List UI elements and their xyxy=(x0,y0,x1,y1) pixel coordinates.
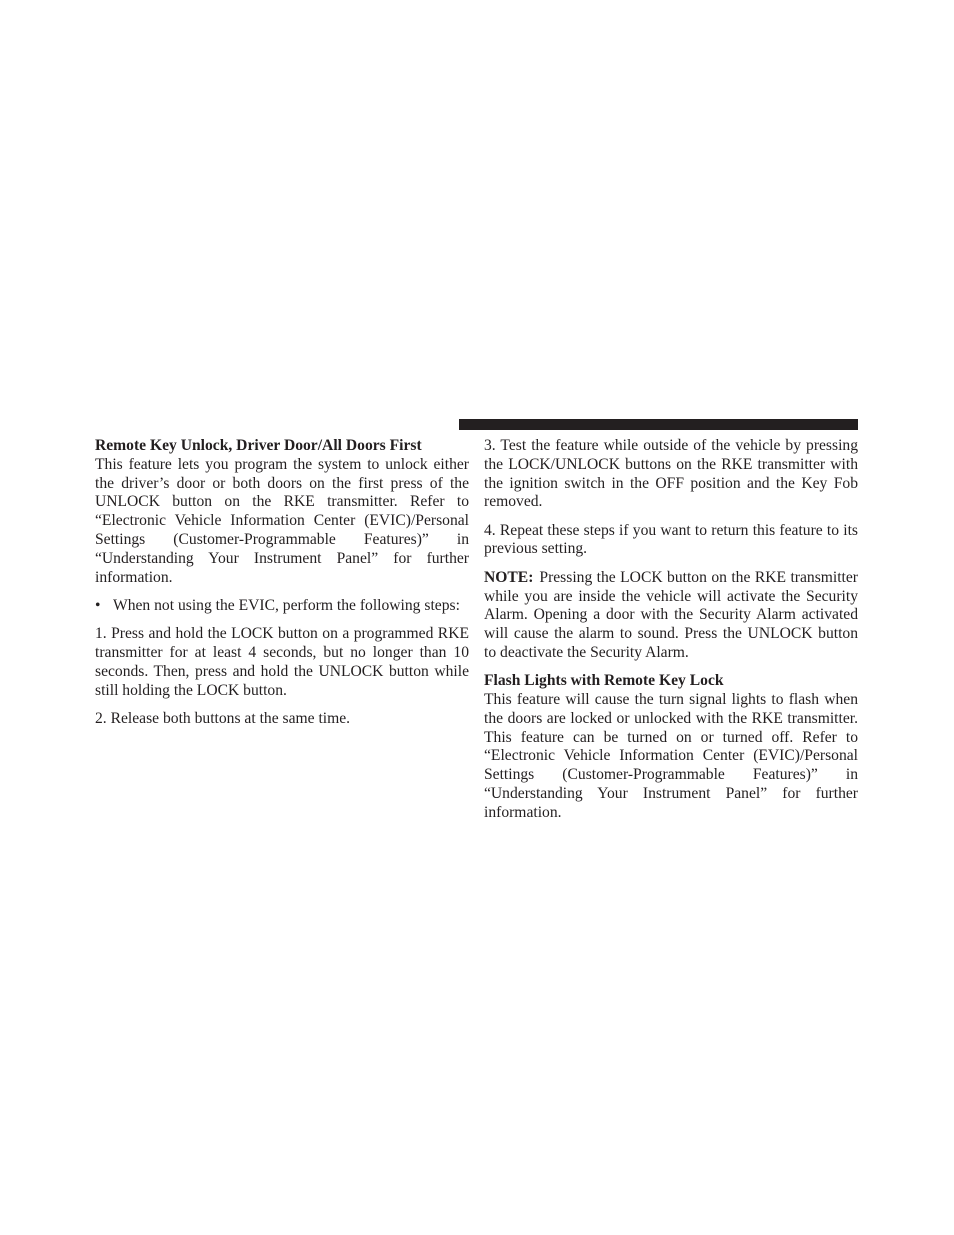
step-1: 1. Press and hold the LOCK button on a programmed RKE transmitter for at least 4 seconds, but no longer than 10 seconds. Then, press and hold the UNLOCK button while still holding the LOCK button. xyxy=(95,625,469,699)
section-heading-remote-key-unlock: Remote Key Unlock, Driver Door/All Doors First xyxy=(95,437,422,454)
section-rule-bar xyxy=(459,419,858,430)
bullet-icon: • xyxy=(95,596,101,614)
step-4: 4. Repeat these steps if you want to return this feature to its previous setting. xyxy=(484,521,858,558)
step-3: 3. Test the feature while outside of the vehicle by pressing the LOCK/UNLOCK buttons on the RKE transmitter with the ignition switch in the OFF position and the Key Fob removed. xyxy=(484,437,858,511)
left-column xyxy=(95,437,469,738)
note-paragraph xyxy=(484,569,858,663)
bullet-item xyxy=(95,597,469,616)
note-label: NOTE: xyxy=(484,568,534,586)
bullet-text: When not using the EVIC, perform the following steps: xyxy=(113,596,460,614)
flash-lights-paragraph: This feature will cause the turn signal lights to flash when the doors are locked or unlocked with the RKE transmitter. This feature can be turned on or turned off. Refer to “Electronic Vehicle Information Center (EVIC)/Personal Settings (Customer-Programmable Features)” in “Understanding Your Instrument Panel” for further information. xyxy=(484,691,858,821)
note-text: Pressing the LOCK button on the RKE transmitter while you are inside the vehicle will activate the Security Alarm. Opening a door with the Security Alarm activated will cause the alarm to sound. Press the UNLOCK button to deactivate the Security Alarm. xyxy=(484,568,858,661)
intro-paragraph: This feature lets you program the system to unlock either the driver’s door or both doors on the first press of the UNLOCK button on the RKE transmitter. Refer to “Electronic Vehicle Information Center (EVIC)/Personal Settings (Customer-Programmable Features)” in “Understanding Your Instrument Panel” for further information. xyxy=(95,455,469,586)
section-heading-flash-lights: Flash Lights with Remote Key Lock xyxy=(484,672,724,690)
right-column xyxy=(484,437,858,832)
step-2: 2. Release both buttons at the same time. xyxy=(95,709,351,727)
